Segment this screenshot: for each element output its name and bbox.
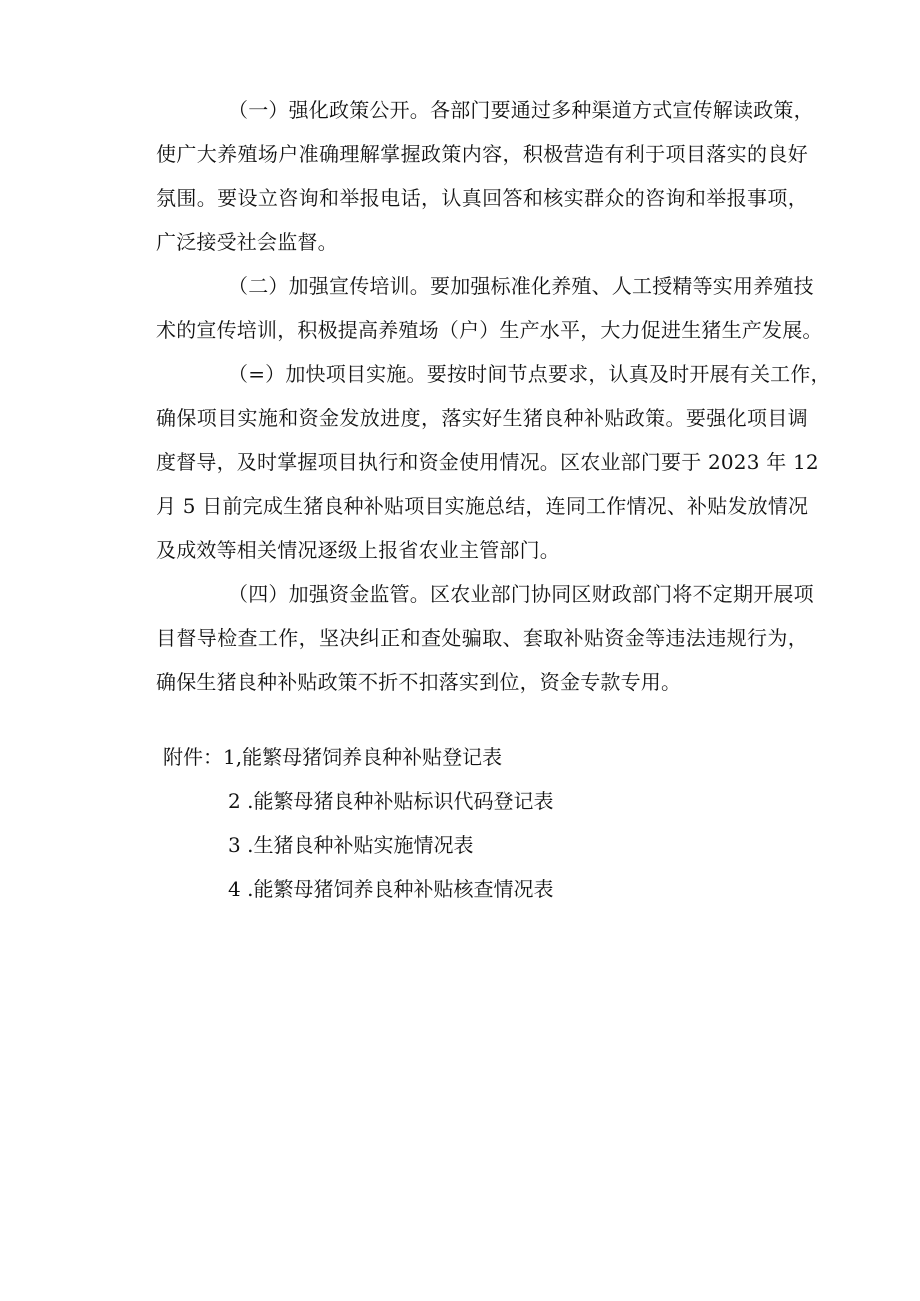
paragraph-line: 广泛接受社会监督。 (156, 230, 338, 254)
attachment-item-2: 2 .能繁母猪良种补贴标识代码登记表 (228, 789, 554, 813)
section-fund-supervision (116, 572, 814, 704)
attachment-item-3: 3 .生猪良种补贴实施情况表 (228, 833, 474, 857)
paragraph-line: 确保生猪良种补贴政策不折不扣落实到位，资金专款专用。 (156, 670, 682, 694)
paragraph-line: （一）强化政策公开。各部门要通过多种渠道方式宣传解读政策， (228, 98, 814, 122)
section-project-implementation (116, 352, 831, 572)
paragraph-line: 使广大养殖场户准确理解掌握政策内容，积极营造有利于项目落实的良好 (156, 142, 808, 166)
section-publicity-training (116, 264, 823, 352)
paragraph-line: 及成效等相关情况逐级上报省农业主管部门。 (156, 538, 560, 562)
paragraph-line: （四）加强资金监管。区农业部门协同区财政部门将不定期开展项 (228, 582, 814, 606)
paragraph-line: 目督导检查工作，坚决纠正和查处骗取、套取补贴资金等违法违规行为， (156, 626, 808, 650)
section-policy-disclosure (116, 88, 814, 264)
paragraph-line: 确保项目实施和资金发放进度，落实好生猪良种补贴政策。要强化项目调 (156, 406, 808, 430)
attachment-item-4: 4 .能繁母猪饲养良种补贴核查情况表 (228, 877, 554, 901)
attachment-label: 附件：1,能繁母猪饲养良种补贴登记表 (163, 745, 503, 769)
paragraph-line: 术的宣传培训，积极提高养殖场（户）生产水平，大力促进生猪生产发展。 (156, 318, 823, 342)
paragraph-line: 度督导，及时掌握项目执行和资金使用情况。区农业部门要于 2023 年 12 (156, 450, 819, 474)
paragraph-line: （=）加快项目实施。要按时间节点要求，认真及时开展有关工作， (228, 362, 831, 386)
paragraph-line: 氛围。要设立咨询和举报电话，认真回答和核实群众的咨询和举报事项， (156, 186, 808, 210)
paragraph-line: （二）加强宣传培训。要加强标准化养殖、人工授精等实用养殖技 (228, 274, 814, 298)
paragraph-line: 月 5 日前完成生猪良种补贴项目实施总结，连同工作情况、补贴发放情况 (156, 494, 809, 518)
